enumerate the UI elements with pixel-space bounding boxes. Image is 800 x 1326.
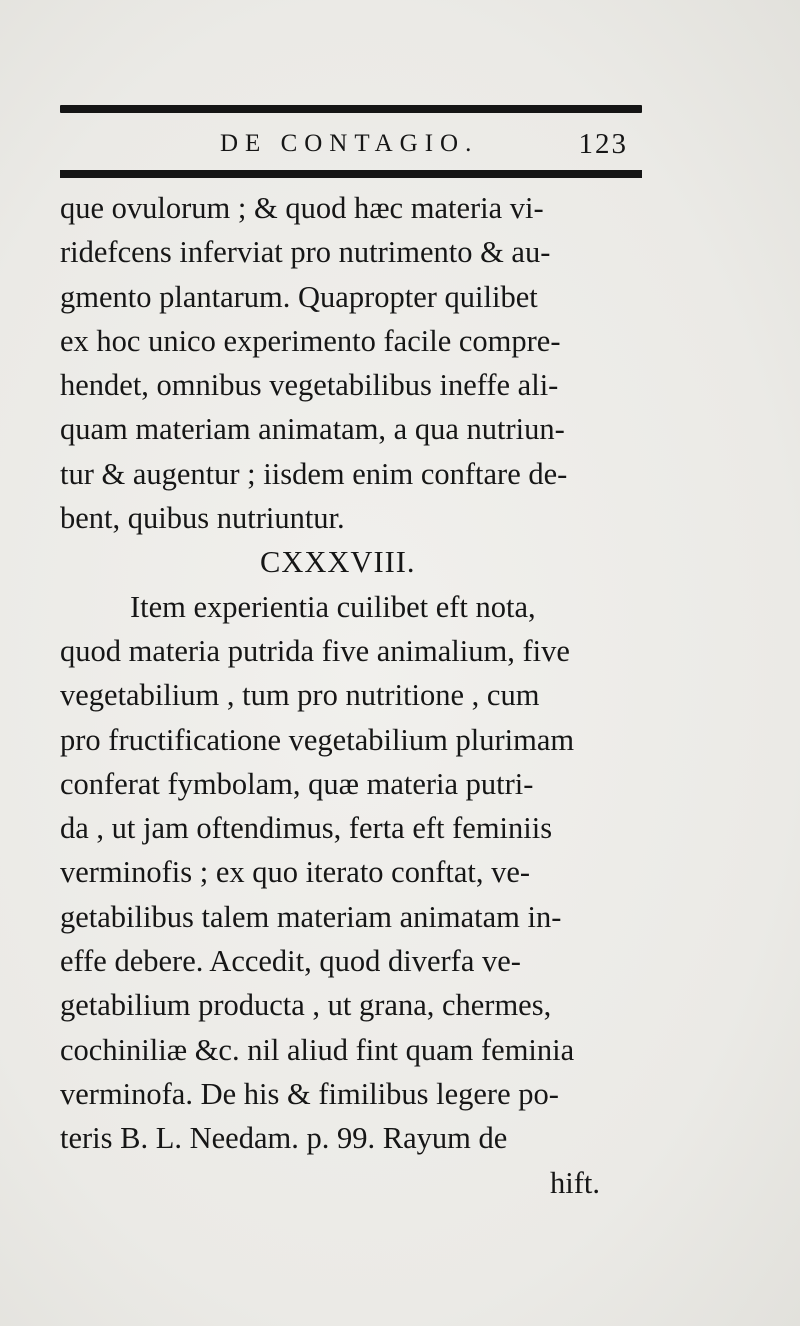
text-line: ridefcens inferviat pro nutrimento & au-	[60, 235, 551, 270]
text-line: quod materia putrida five animalium, five	[60, 633, 570, 668]
catchword: hift.	[550, 1165, 600, 1200]
text-line: teris B. L. Needam. p. 99. Rayum de	[60, 1121, 508, 1156]
text-line: gmento plantarum. Quapropter quilibet	[60, 279, 538, 314]
text-line: ex hoc unico experimento facile compre-	[60, 323, 561, 358]
page-body-text	[60, 186, 660, 1205]
text-line: getabilibus talem materiam animatam in-	[60, 899, 562, 934]
text-line: pro fructificatione vegetabilium plurimam	[60, 722, 575, 757]
section-heading: CXXXVIII.	[260, 545, 416, 580]
text-line: que ovulorum ; & quod hæc materia vi-	[60, 191, 544, 225]
page-header	[60, 124, 642, 168]
running-title: DE CONTAGIO.	[220, 130, 479, 157]
text-line: bent, quibus nutriuntur.	[60, 501, 345, 536]
text-line: conferat fymbolam, quæ materia putri-	[60, 766, 534, 801]
text-line: tur & augentur ; iisdem enim conftare de-	[60, 456, 568, 491]
header-rule-top	[60, 105, 642, 113]
paragraph-1	[60, 186, 660, 540]
text-line: effe debere. Accedit, quod diverfa ve-	[60, 944, 521, 979]
text-line: cochiniliæ &c. nil aliud fint quam feminia	[60, 1032, 575, 1067]
text-line: verminofa. De his & fimilibus legere po-	[60, 1076, 559, 1111]
paragraph-2	[60, 585, 660, 1161]
text-line: vegetabilium , tum pro nutritione , cum	[60, 678, 540, 713]
text-line: da , ut jam oftendimus, ferta eft feminiis	[60, 811, 553, 846]
text-line: verminofis ; ex quo iterato conftat, ve-	[60, 855, 531, 890]
text-line: getabilium producta , ut grana, chermes,	[60, 988, 552, 1023]
page-number: 123	[578, 128, 628, 160]
text-line: quam materiam animatam, a qua nutriun-	[60, 412, 565, 447]
text-line: Item experientia cuilibet eft nota,	[130, 589, 536, 624]
header-rule-bottom	[60, 170, 642, 178]
text-line: hendet, omnibus vegetabilibus ineffe ali-	[60, 368, 559, 403]
